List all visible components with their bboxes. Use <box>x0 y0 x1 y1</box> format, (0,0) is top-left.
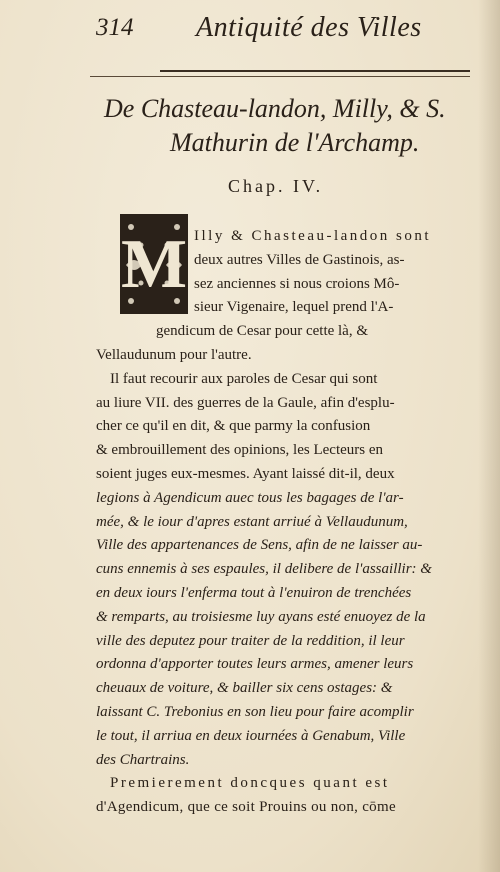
page-body <box>96 225 474 820</box>
text-line: soient juges eux-mesmes. Ayant laissé dit-il, deux <box>96 465 395 482</box>
text-line: d'Agendicum, que ce soit Prouins ou non, cōme <box>96 799 396 816</box>
text-line: Premierement doncques quant est <box>110 775 390 792</box>
header-rule-thin <box>90 76 470 77</box>
text-line: sieur Vigenaire, lequel prend l'A- <box>194 299 394 316</box>
chapter-title <box>98 92 488 160</box>
chapter-title-line-1: De Chasteau-landon, Milly, & S. <box>104 94 446 123</box>
text-line: Ville des appartenances de Sens, afin de ne laisser au- <box>96 537 423 554</box>
text-line: mée, & le iour d'apres estant arriué à Vellaudunum, <box>96 513 408 530</box>
text-line: gendicum de Cesar pour cette là, & <box>156 323 369 340</box>
text-line: laissant C. Trebonius en son lieu pour faire acomplir <box>96 703 414 720</box>
text-line: cher ce qu'il en dit, & que parmy la confusion <box>96 418 371 435</box>
text-line: en deux iours l'enferma tout à l'enuiron de trenchées <box>96 584 412 601</box>
text-line: des Chartrains. <box>96 751 190 768</box>
chapter-title-line-2: Mathurin de l'Archamp. <box>170 128 420 157</box>
page-number: 314 <box>96 14 134 41</box>
text-line: Il faut recourir aux paroles de Cesar qui sont <box>110 370 378 387</box>
chapter-number: Chap. IV. <box>228 176 324 196</box>
text-line: & remparts, au troisiesme luy ayans esté enuoyez de la <box>96 608 426 625</box>
text-line: deux autres Villes de Gastinois, as- <box>194 251 405 268</box>
text-line: cheuaux de voiture, & bailler six cens ostages: & <box>96 680 393 697</box>
page-header <box>96 12 476 48</box>
text-line: au liure VII. des guerres de la Gaule, afin d'esplu- <box>96 394 395 411</box>
header-rule <box>160 70 470 72</box>
text-line: & embrouillement des opinions, les Lecteurs en <box>96 442 384 459</box>
paragraph-2 <box>96 368 474 773</box>
text-line: ordonna d'apporter toutes leurs armes, amener leurs <box>96 656 414 673</box>
running-title: Antiquité des Villes <box>196 12 422 43</box>
paragraph-1 <box>96 225 474 368</box>
text-line: le tout, il arriua en deux iournées à Genabum, Ville <box>96 727 406 744</box>
text-line: sez anciennes si nous croions Mô- <box>194 275 400 292</box>
text-line: Vellaudunum pour l'autre. <box>96 346 252 363</box>
paragraph-3 <box>96 772 474 820</box>
text-line: legions à Agendicum auec tous les bagages de l'ar- <box>96 489 404 506</box>
text-line: Illy & Chasteau-landon sont <box>194 228 432 244</box>
svg-text:M: M <box>121 226 187 303</box>
text-line: cuns ennemis à ses espaules, il delibere de l'assaillir: & <box>96 561 432 578</box>
text-line: ville des deputez pour traiter de la reddition, il leur <box>96 632 405 649</box>
